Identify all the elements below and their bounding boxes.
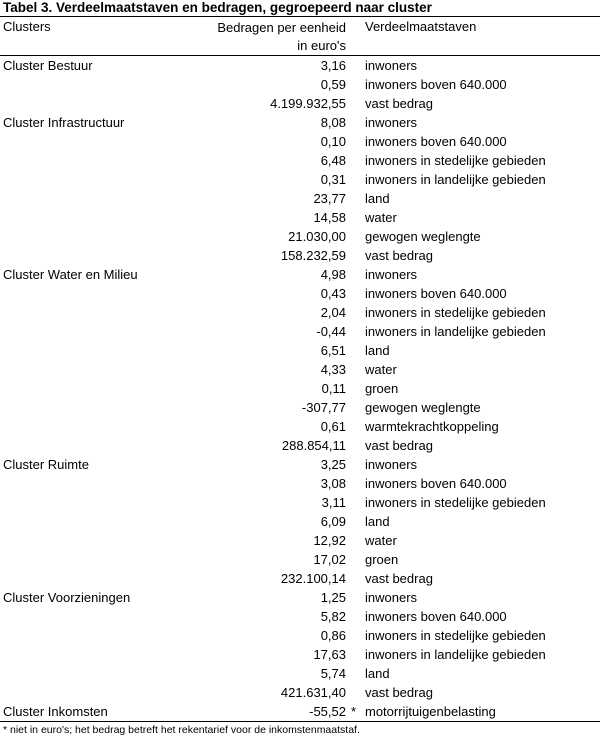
table-row bbox=[0, 75, 600, 94]
cluster-name: Cluster Inkomsten bbox=[3, 704, 108, 719]
criterion-cell: water bbox=[365, 210, 397, 225]
criterion-cell: vast bedrag bbox=[365, 438, 433, 453]
table-row bbox=[0, 493, 600, 512]
table-row bbox=[0, 683, 600, 702]
criterion-cell: land bbox=[365, 666, 390, 681]
table-row bbox=[0, 531, 600, 550]
criterion-cell: inwoners in stedelijke gebieden bbox=[365, 153, 546, 168]
criterion-cell: gewogen weglengte bbox=[365, 229, 481, 244]
criterion-cell: inwoners bbox=[365, 267, 418, 282]
amount-cell: 0,43 bbox=[320, 286, 346, 301]
footnote: * niet in euro's; het bedrag betreft het rekentarief voor de inkomstenmaatstaf. bbox=[3, 724, 360, 736]
amount-cell: 0,59 bbox=[320, 77, 346, 92]
amount-cell: 2,04 bbox=[320, 305, 346, 320]
amount-cell: 3,16 bbox=[320, 58, 346, 73]
criterion-cell: inwoners boven 640.000 bbox=[365, 77, 507, 92]
table-row bbox=[0, 208, 600, 227]
table-row bbox=[0, 455, 600, 474]
table-row bbox=[0, 246, 600, 265]
criterion-cell: inwoners in stedelijke gebieden bbox=[365, 628, 546, 643]
criterion-cell: water bbox=[365, 533, 397, 548]
cluster-name: Cluster Infrastructuur bbox=[3, 115, 125, 130]
table-row bbox=[0, 550, 600, 569]
table-row bbox=[0, 303, 600, 322]
amount-cell: 6,09 bbox=[320, 514, 346, 529]
table-row bbox=[0, 94, 600, 113]
criterion-cell: inwoners in stedelijke gebieden bbox=[365, 495, 546, 510]
amount-cell: 12,92 bbox=[313, 533, 346, 548]
amount-cell: -55,52 bbox=[309, 704, 346, 719]
table-row bbox=[0, 607, 600, 626]
criterion-cell: vast bedrag bbox=[365, 571, 433, 586]
amount-cell: 0,11 bbox=[321, 381, 346, 396]
amount-cell: 3,11 bbox=[321, 495, 346, 510]
criterion-cell: inwoners boven 640.000 bbox=[365, 134, 507, 149]
header-amount bbox=[217, 19, 346, 55]
cluster-name: Cluster Water en Milieu bbox=[3, 267, 138, 282]
criterion-cell: gewogen weglengte bbox=[365, 400, 481, 415]
amount-cell: 4,98 bbox=[320, 267, 346, 282]
cluster-name: Cluster Voorzieningen bbox=[3, 590, 131, 605]
amount-cell: 421.631,40 bbox=[280, 685, 346, 700]
footnote-marker: * bbox=[351, 704, 357, 719]
amount-cell: 5,74 bbox=[320, 666, 346, 681]
amount-cell: -0,44 bbox=[316, 324, 346, 339]
cluster-name: Cluster Ruimte bbox=[3, 457, 89, 472]
table-title: Tabel 3. Verdeelmaatstaven en bedragen, gegroepeerd naar cluster bbox=[3, 0, 432, 15]
amount-cell: 21.030,00 bbox=[288, 229, 346, 244]
table-row bbox=[0, 588, 600, 607]
header-amount-line2: in euro's bbox=[297, 38, 346, 53]
table-row bbox=[0, 569, 600, 588]
table-row bbox=[0, 474, 600, 493]
amount-cell: 14,58 bbox=[313, 210, 346, 225]
table-row bbox=[0, 322, 600, 341]
criterion-cell: groen bbox=[365, 381, 399, 396]
table-row bbox=[0, 664, 600, 683]
criterion-cell: inwoners boven 640.000 bbox=[365, 286, 507, 301]
header-criteria: Verdeelmaatstaven bbox=[365, 19, 477, 34]
amount-cell: 0,86 bbox=[320, 628, 346, 643]
table-body bbox=[0, 56, 600, 722]
table-row bbox=[0, 398, 600, 417]
criterion-cell: warmtekrachtkoppeling bbox=[365, 419, 499, 434]
table-row bbox=[0, 170, 600, 189]
table-row bbox=[0, 417, 600, 436]
table-row bbox=[0, 626, 600, 645]
cluster-name: Cluster Bestuur bbox=[3, 58, 93, 73]
amount-cell: 3,08 bbox=[320, 476, 346, 491]
amount-cell: 6,51 bbox=[320, 343, 346, 358]
table-row bbox=[0, 436, 600, 455]
amount-cell: 1,25 bbox=[320, 590, 346, 605]
table-row bbox=[0, 189, 600, 208]
amount-cell: 8,08 bbox=[320, 115, 346, 130]
amount-cell: 4.199.932,55 bbox=[270, 96, 346, 111]
criterion-cell: inwoners boven 640.000 bbox=[365, 476, 507, 491]
table-row bbox=[0, 227, 600, 246]
table-row bbox=[0, 379, 600, 398]
criterion-cell: inwoners bbox=[365, 58, 418, 73]
table-row bbox=[0, 645, 600, 664]
criterion-cell: inwoners in landelijke gebieden bbox=[365, 324, 546, 339]
criterion-cell: inwoners bbox=[365, 590, 418, 605]
criterion-cell: vast bedrag bbox=[365, 96, 433, 111]
table-row bbox=[0, 265, 600, 284]
amount-cell: -307,77 bbox=[301, 400, 346, 415]
criterion-cell: groen bbox=[365, 552, 399, 567]
table-header bbox=[0, 16, 600, 56]
header-amount-line1: Bedragen per eenheid bbox=[217, 20, 346, 35]
amount-cell: 23,77 bbox=[313, 191, 346, 206]
criterion-cell: inwoners in landelijke gebieden bbox=[365, 647, 546, 662]
amount-cell: 3,25 bbox=[320, 457, 346, 472]
amount-cell: 5,82 bbox=[320, 609, 346, 624]
table-row bbox=[0, 132, 600, 151]
criterion-cell: land bbox=[365, 191, 390, 206]
table-row bbox=[0, 360, 600, 379]
amount-cell: 288.854,11 bbox=[281, 438, 346, 453]
criterion-cell: water bbox=[365, 362, 397, 377]
criterion-cell: land bbox=[365, 514, 390, 529]
criterion-cell: inwoners in stedelijke gebieden bbox=[365, 305, 546, 320]
table-row bbox=[0, 284, 600, 303]
table-row bbox=[0, 56, 600, 75]
criterion-cell: inwoners in landelijke gebieden bbox=[365, 172, 546, 187]
amount-cell: 0,61 bbox=[320, 419, 346, 434]
table-row bbox=[0, 151, 600, 170]
table-row bbox=[0, 113, 600, 132]
table-row bbox=[0, 512, 600, 531]
amount-cell: 17,02 bbox=[313, 552, 346, 567]
header-clusters: Clusters bbox=[3, 19, 51, 34]
amount-cell: 6,48 bbox=[320, 153, 346, 168]
amount-cell: 0,31 bbox=[320, 172, 346, 187]
criterion-cell: land bbox=[365, 343, 390, 358]
amount-cell: 232.100,14 bbox=[280, 571, 346, 586]
criterion-cell: inwoners bbox=[365, 457, 418, 472]
amount-cell: 4,33 bbox=[320, 362, 346, 377]
criterion-cell: vast bedrag bbox=[365, 248, 433, 263]
criterion-cell: vast bedrag bbox=[365, 685, 433, 700]
table-row bbox=[0, 341, 600, 360]
criterion-cell: inwoners boven 640.000 bbox=[365, 609, 507, 624]
amount-cell: 158.232,59 bbox=[280, 248, 346, 263]
table-row bbox=[0, 702, 600, 721]
criterion-cell: motorrijtuigenbelasting bbox=[365, 704, 496, 719]
amount-cell: 0,10 bbox=[320, 134, 346, 149]
criterion-cell: inwoners bbox=[365, 115, 418, 130]
amount-cell: 17,63 bbox=[313, 647, 346, 662]
